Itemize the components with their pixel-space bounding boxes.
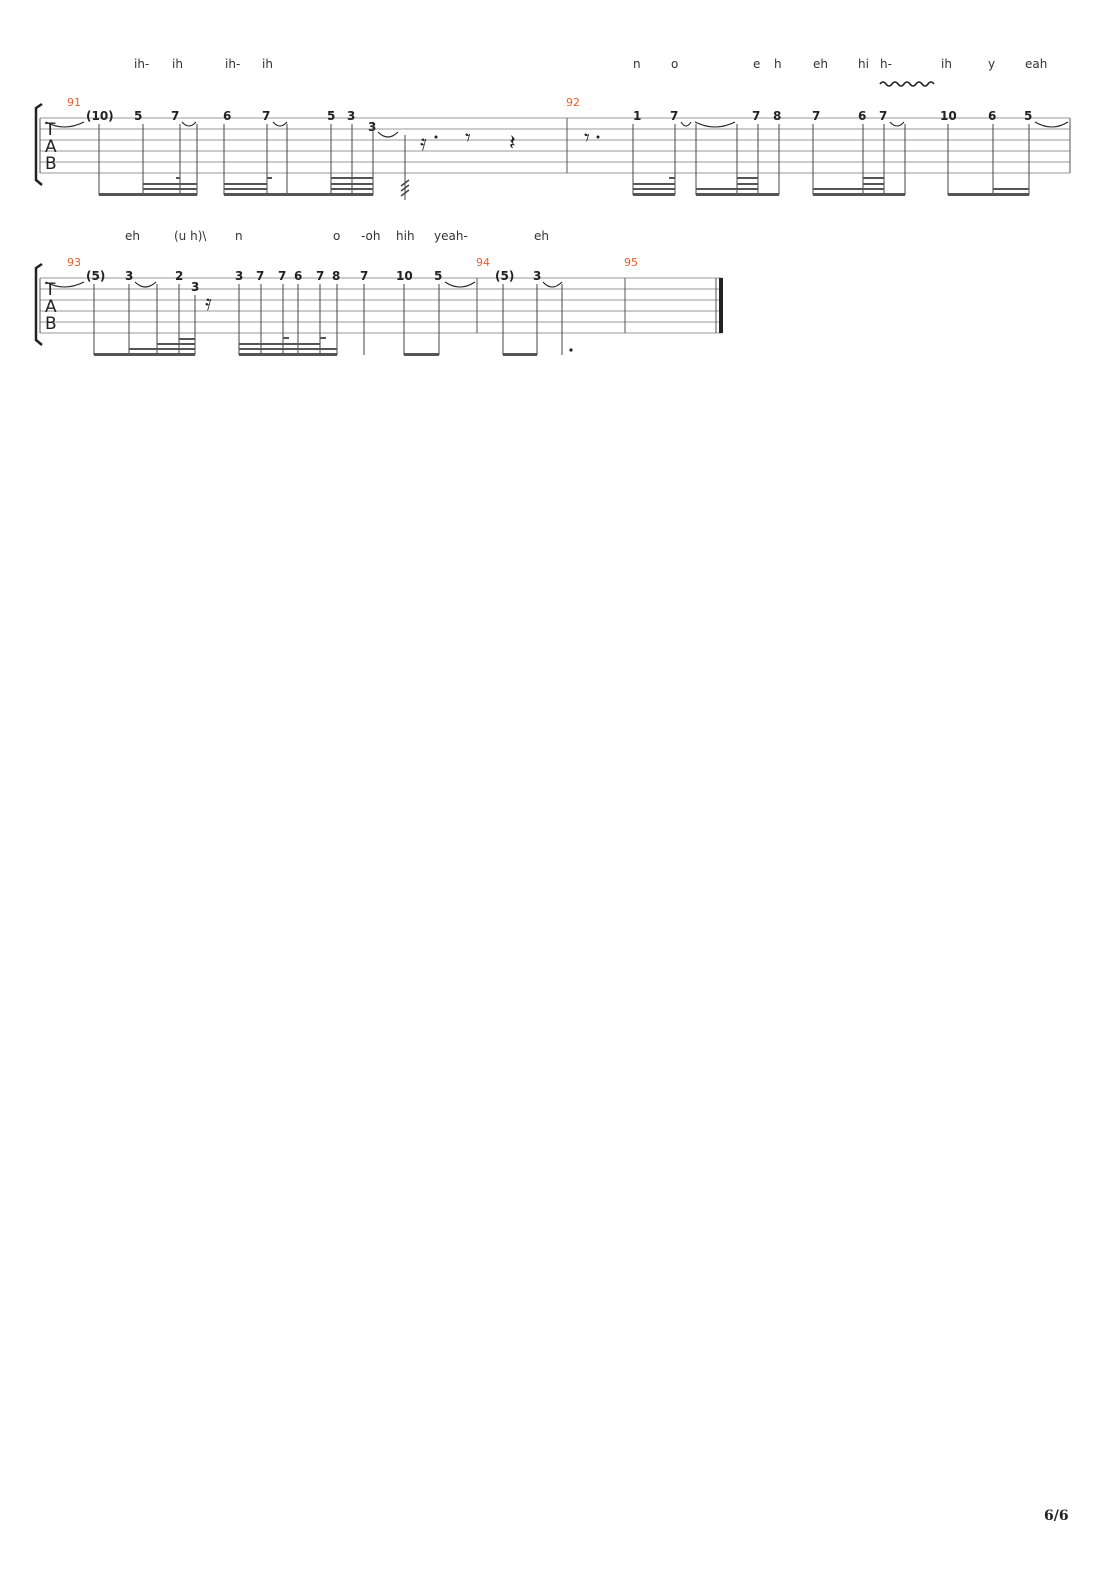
fret-number: 10 [396,269,413,283]
rest-dot [597,136,600,139]
fret-number: 7 [278,269,287,283]
tab-clef-a: A [45,297,57,317]
fret-number: 7 [670,109,679,123]
lyric: ih [941,57,952,71]
fret-number: 3 [368,120,377,134]
lyric: eah [1025,57,1048,71]
fret-number: 7 [256,269,265,283]
system-1-beams [99,177,1029,196]
fret-number: 5 [134,109,143,123]
tab-clef-b: B [45,314,57,334]
fret-number: 5 [327,109,336,123]
lyric: ih [172,57,183,71]
sixteenth-rest-dotted: 𝄿 [420,131,427,156]
lyric: o [671,57,679,71]
measure-number: 93 [67,256,81,269]
system-2-frets [86,269,541,294]
tab-clef-t: T [45,120,56,140]
lyric: h- [880,57,892,71]
lyric: -oh [361,229,381,243]
system-1 [36,57,1070,200]
fret-number: 2 [175,269,184,283]
lyric: yeah- [434,229,468,243]
lyric: ih [262,57,273,71]
system-1-frets [86,109,1032,134]
fret-number: 3 [533,269,542,283]
fret-number: 7 [360,269,369,283]
fret-number: 3 [191,280,200,294]
fret-number: 5 [1024,109,1033,123]
measure-number: 92 [566,96,580,109]
fret-number: 10 [940,109,957,123]
lyric: h [774,57,782,71]
lyric: y [988,57,996,71]
lyric: eh [534,229,549,243]
fret-number: 1 [633,109,642,123]
page-number: 6/6 [1044,1508,1069,1524]
lyric: n [235,229,243,243]
measure-number: 94 [476,256,490,269]
sixteenth-rest: 𝄿 [205,291,212,316]
lyric: e [753,57,761,71]
fret-number: 6 [223,109,232,123]
system-2-ties [46,282,562,287]
fret-number: 7 [752,109,761,123]
lyric: n [633,57,641,71]
lyric: hi [858,57,869,71]
fret-number: (5) [495,269,515,283]
rest-dot [435,136,438,139]
fret-number: (10) [86,109,114,123]
tab-clef-a: A [45,137,57,157]
fret-number: 8 [773,109,782,123]
final-barline-thick [719,278,723,333]
lyric: eh [813,57,828,71]
lyric: ih- [225,57,241,71]
lyric: o [333,229,341,243]
fret-number: 7 [812,109,821,123]
lyric: hih [396,229,415,243]
system-2-beams [94,337,537,356]
lyric: eh [125,229,140,243]
fret-number: 7 [879,109,888,123]
fret-number: 7 [262,109,271,123]
system-2-lyrics [125,229,549,243]
tab-clef-b: B [45,154,57,174]
system-2 [36,229,723,356]
fret-number: 3 [347,109,356,123]
fret-number: 6 [294,269,303,283]
fret-number: 3 [125,269,134,283]
augmentation-dot [569,348,572,351]
fret-number: (5) [86,269,106,283]
tremolo-slashes [401,180,409,196]
fret-number: 3 [235,269,244,283]
quarter-rest: 𝄽 [509,131,516,156]
fret-number: 7 [316,269,325,283]
eighth-rest-dotted: 𝄾 [584,126,590,151]
tab-staff [40,118,1070,173]
lyric: ih- [134,57,150,71]
measure-number: 91 [67,96,81,109]
fret-number: 7 [171,109,180,123]
fret-number: 6 [988,109,997,123]
fret-number: 6 [858,109,867,123]
lyric: (u h)\ [174,229,207,243]
fret-number: 8 [332,269,341,283]
system-1-lyrics [134,57,1047,71]
fret-number: 5 [434,269,443,283]
vibrato-mark [880,82,934,86]
measure-number: 95 [624,256,638,269]
tab-clef-t: T [45,280,56,300]
eighth-rest: 𝄾 [465,126,471,151]
